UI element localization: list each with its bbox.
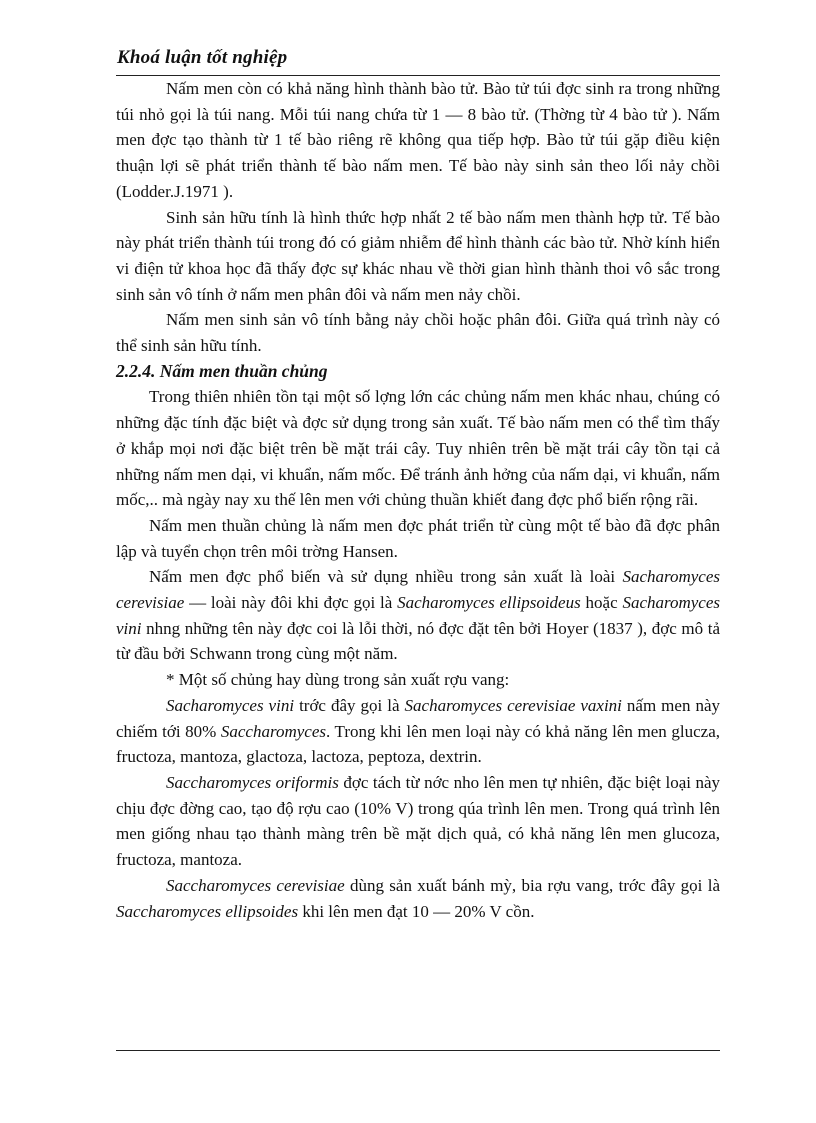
document-body <box>116 76 720 924</box>
species-name: Saccharomyces oriformis <box>166 772 339 792</box>
species-name: Saccharomyces cerevisiae <box>166 875 345 895</box>
paragraph-common-species: Nấm men đợc phổ biến và sử dụng nhiều trong sản xuất là loài Sacharomyces cerevisiae — loài này đôi khi đợc gọi là Sacharomyces ellipsoideus hoặc Sacharomyces vini nhng những tên này đợc coi là lỗi thời, nó đợc đặt tên bởi Hoyer (1837 ), đợc mô tả từ đầu bởi Schwann trong cùng một năm. <box>116 567 720 664</box>
species-name: Sacharomyces cerevisiae vaxini <box>404 695 622 715</box>
paragraph-asexual-reproduction: Nấm men sinh sản vô tính bằng nảy chồi hoặc phân đôi. Giữa quá trình này có thể sinh sản hữu tính. <box>116 310 720 356</box>
paragraph-strain-list-intro: * Một số chủng hay dùng trong sản xuất rợu vang: <box>166 670 510 690</box>
paragraph-strain-oriformis: Saccharomyces oriformis đợc tách từ nớc nho lên men tự nhiên, đặc biệt loại này chịu đợc đờng cao, tạo độ rợu cao (10% V) trong qúa trình lên men. Trong quá trình lên men giống nhau tạo thành màng trên bề mặt dịch quả, có khả năng lên men glucoza, fructoza, mantoza. <box>116 772 720 870</box>
footer-divider <box>116 1050 720 1051</box>
paragraph-strain-vini: Sacharomyces vini trớc đây gọi là Sacharomyces cerevisiae vaxini nấm men này chiếm tới 80% Saccharomyces. Trong khi lên men loại này có khả năng lên men glucza, fructoza, mantoza, glactoza, lactoza, peptoza, dextrin. <box>116 695 720 767</box>
page-header-title: Khoá luận tốt nghiệp <box>117 47 288 68</box>
species-name: Sacharomyces vini <box>116 593 720 638</box>
species-name: Saccharomyces <box>220 721 326 741</box>
species-name: Saccharomyces ellipsoides <box>116 901 299 921</box>
species-name: Sacharomyces vini <box>166 695 295 715</box>
paragraph-spore-formation: Nấm men còn có khả năng hình thành bào tử. Bào tử túi đợc sinh ra trong những túi nhỏ gọi là túi nang. Mỗi túi nang chứa từ 1 — 8 bào tử. (Thờng từ 4 bào tử ). Nấm men đợc tạo thành từ 1 tế bào riêng rẽ không qua tiếp hợp. Bào tử túi gặp điều kiện thuận lợi sẽ phát triển thành tế bào nấm men. Tế bào này sinh sản theo lối nảy chồi (Lodder.J.1971 ). <box>116 79 720 201</box>
paragraph-sexual-reproduction: Sinh sản hữu tính là hình thức hợp nhất 2 tế bào nấm men thành hợp tử. Tế bào này phát triển thành túi trong đó có giảm nhiễm để hình thành các bào tử. Nhờ kính hiển vi điện tử khoa học đã thấy đợc sự khác nhau về thời gian hình thành thoi vô sắc trong sinh sản vô tính ở nấm men phân đôi và nấm men nảy chồi. <box>116 207 720 304</box>
species-name: Sacharomyces ellipsoideus <box>397 593 581 613</box>
species-name: Sacharomyces cerevisiae <box>116 567 720 613</box>
paragraph-pure-strain-definition: Nấm men thuần chủng là nấm men đợc phát triển từ cùng một tế bào đã đợc phân lập và tuyển chọn trên môi trờng Hansen. <box>116 515 720 561</box>
paragraph-strain-cerevisiae: Saccharomyces cerevisiae dùng sản xuất bánh mỳ, bia rợu vang, trớc đây gọi là Saccharomyces ellipsoides khi lên men đạt 10 — 20% V cồn. <box>116 875 720 921</box>
section-heading: 2.2.4. Nấm men thuần chủng <box>116 360 328 381</box>
paragraph-wild-yeasts: Trong thiên nhiên tồn tại một số lợng lớn các chủng nấm men khác nhau, chúng có những đặc tính đặc biệt và đợc sử dụng trong sản xuất. Tế bào nấm men có thể tìm thấy ở khắp mọi nơi đặc biệt trên bề mặt trái cây. Tuy nhiên trên bề mặt trái cây tồn tại cả những nấm men dại, vi khuẩn, nấm mốc. Để tránh ảnh hởng của nấm dại, vi khuẩn, nấm mốc,.. mà ngày nay xu thế lên men với chủng thuần khiết đang đợc phổ biến rộng rãi. <box>116 387 720 510</box>
